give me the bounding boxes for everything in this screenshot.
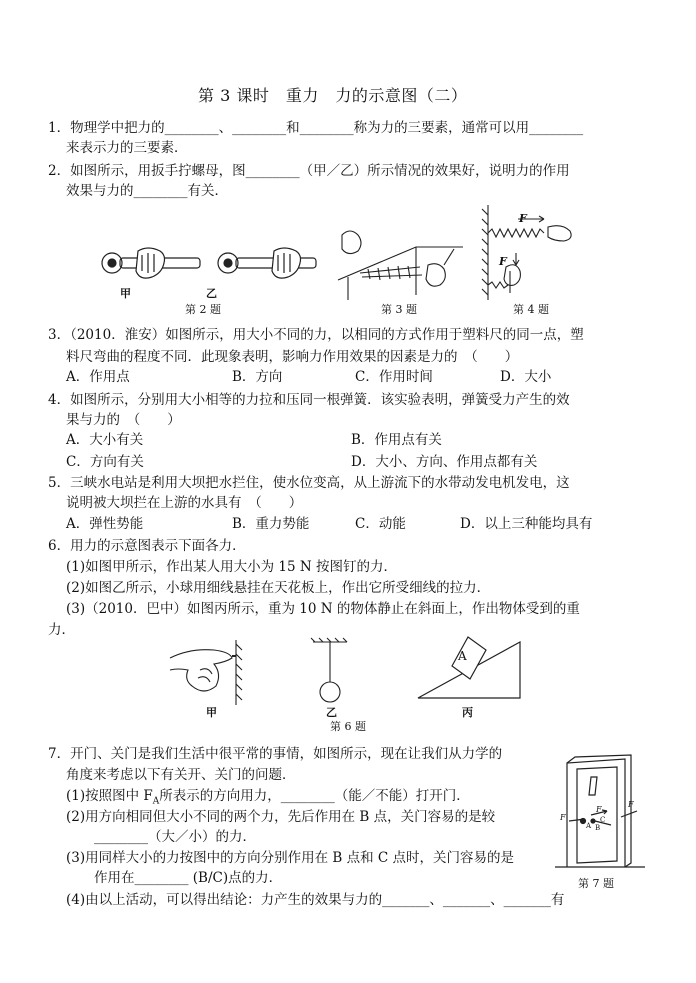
figure-3-ruler (338, 225, 468, 300)
question-5-line-1: 5．三峡水电站是利用大坝把水拦住，使水位变高，从上游流下的水带动发电机发电，这 (48, 475, 570, 491)
wrench-yi-illustration (218, 248, 316, 278)
force-label-f-pull: F (519, 212, 527, 225)
wrench-jia-illustration (102, 248, 200, 278)
question-1-line-2: 来表示力的三要素． (66, 140, 188, 156)
door-point-b: B (595, 824, 601, 832)
figure-6-thumb-pushpin (170, 640, 250, 705)
label-bing-fig6: 丙 (462, 706, 473, 719)
question-5-option-c: C．动能 (355, 516, 406, 532)
question-5-option-a: A．弹性势能 (66, 516, 144, 532)
question-3-line-1: 3．（2010．淮安）如图所示，用大小不同的力，以相同的方式作用于塑料尺的同一点，塑 (48, 327, 584, 343)
label-jia-fig6: 甲 (206, 706, 217, 719)
question-6-line-1: 6．用力的示意图表示下面各力． (48, 538, 246, 554)
question-6-line-5: 力． (48, 622, 75, 638)
question-2-line-2: 效果与力的________有关． (66, 183, 228, 199)
page-title: 第 3 课时 重力 力的示意图（二） (198, 86, 468, 105)
question-7-line-4: (2)用方向相同但大小不同的两个力，先后作用在 B 点，关门容易的是较 (66, 809, 496, 825)
question-4-option-b: B．作用点有关 (351, 432, 442, 448)
question-4-line-1: 4．如图所示，分别用大小相等的力拉和压同一根弹簧．该实验表明，弹簧受力产生的效 (48, 392, 570, 408)
q7-part1-suffix: 所表示的方向用力，________（能／不能）打开门． (159, 788, 470, 804)
question-3-line-2: 料尺弯曲的程度不同．此现象表明，影响力作用效果的因素是力的 （ ） (66, 349, 519, 365)
door-label-fc: F (628, 800, 634, 809)
question-5-option-d: D．以上三种能均具有 (460, 516, 593, 532)
question-7-line-2: 角度来考虑以下有关开、关门的问题． (66, 767, 296, 783)
figure-6-hanging-ball (305, 640, 355, 705)
question-3-option-c: C．作用时间 (355, 369, 433, 385)
question-1-line-1: 1．物理学中把力的________、________和________称为力的三要素，通常可以用________ (48, 120, 584, 136)
question-2-line-1: 2．如图所示，用扳手拧螺母，图________（甲／乙）所示情况的效果好，说明力的作用 (48, 163, 570, 179)
question-7-line-1: 7．开门、关门是我们生活中很平常的事情，如图所示，现在让我们从力学的 (48, 746, 503, 762)
question-7-line-6: (3)用同样大小的力按图中的方向分别作用在 B 点和 C 点时，关门容易的是 (66, 850, 515, 866)
door-point-c: C (600, 816, 606, 824)
question-4-option-c: C．方向有关 (66, 454, 144, 470)
caption-figure-7: 第 7 题 (578, 877, 614, 890)
question-7-line-5: ________（大／小）的力． (94, 829, 256, 845)
figure-6-incline-block (418, 638, 528, 700)
door-point-a: A (586, 822, 592, 830)
question-6-line-2: (1)如图甲所示，作出某人用大小为 15 N 按图钉的力． (66, 559, 397, 575)
question-5-option-b: B．重力势能 (232, 516, 310, 532)
question-3-option-b: B．方向 (232, 369, 283, 385)
force-label-f-push: F (499, 255, 507, 268)
question-3-option-a: A．作用点 (66, 369, 130, 385)
door-label-fb: F (596, 805, 602, 814)
question-7-line-7: 作用在________ (B/C)点的力． (94, 870, 283, 886)
q7-subscript-a: A (152, 796, 160, 807)
caption-figure-4: 第 4 题 (513, 303, 549, 316)
block-label-a: A (458, 649, 467, 663)
question-4-line-2: 果与力的 （ ） (66, 412, 181, 428)
question-7-line-8: (4)由以上活动，可以得出结论：力产生的效果与力的_______、_______、_______有 (66, 892, 565, 908)
caption-figure-2: 第 2 题 (185, 303, 221, 316)
question-4-option-a: A．大小有关 (66, 432, 144, 448)
q7-part1-prefix: (1)按照图中 F (66, 788, 153, 804)
question-4-option-d: D．大小、方向、作用点都有关 (351, 454, 538, 470)
door-label-fa: F (560, 813, 566, 822)
caption-figure-6: 第 6 题 (330, 720, 366, 733)
label-yi-fig6: 乙 (326, 706, 337, 719)
figure-4-springs (482, 205, 582, 300)
question-6-line-4: (3)（2010．巴中）如图丙所示，重为 10 N 的物体静止在斜面上，作出物体受到的重 (66, 601, 580, 617)
question-3-option-d: D．大小 (500, 369, 552, 385)
label-yi-fig2: 乙 (206, 287, 217, 300)
label-jia-fig2: 甲 (120, 287, 131, 300)
question-5-line-2: 说明被大坝拦在上游的水具有 （ ） (66, 495, 303, 511)
question-6-line-3: (2)如图乙所示，小球用细线悬挂在天花板上，作出它所受细线的拉力． (66, 580, 491, 596)
caption-figure-3: 第 3 题 (381, 303, 417, 316)
